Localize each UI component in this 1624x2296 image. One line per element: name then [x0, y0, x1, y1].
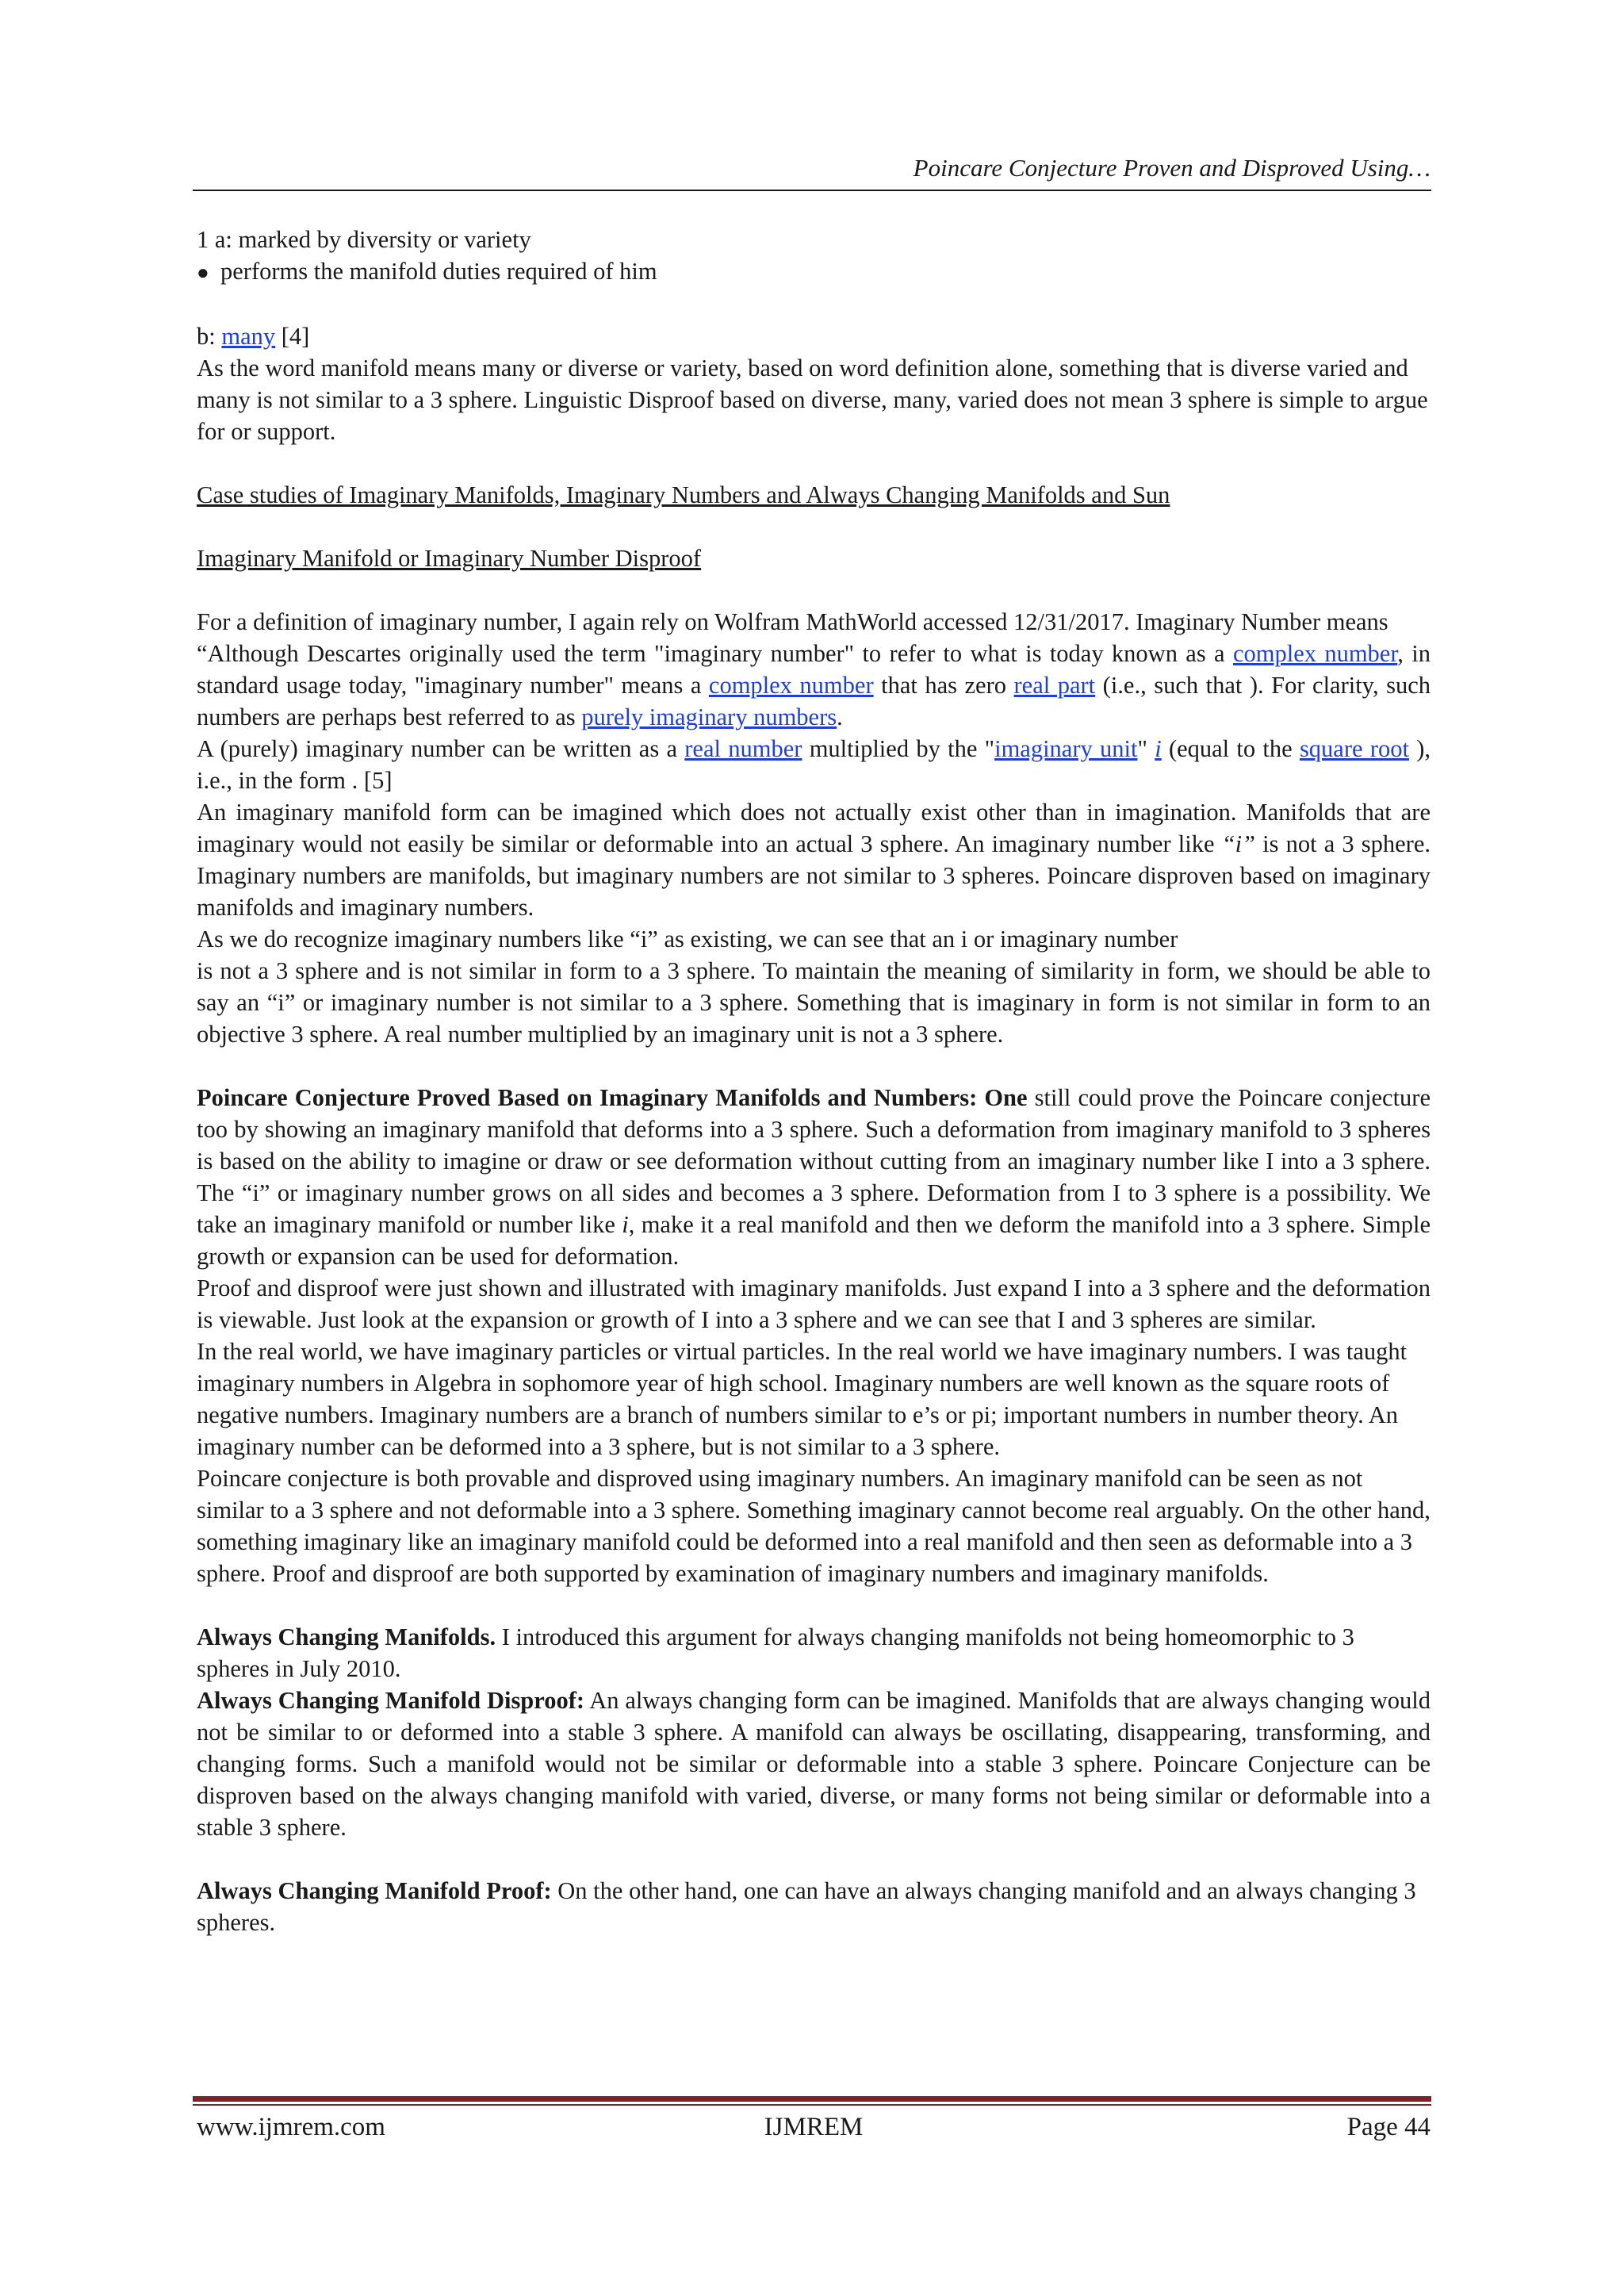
link-square-root[interactable]: square root [1299, 735, 1409, 762]
always-changing-heading: Always Changing Manifolds. [197, 1623, 496, 1650]
bullet-text: performs the manifold duties required of him [220, 258, 657, 285]
footer-website: www.ijmrem.com [197, 2113, 385, 2141]
footer-page-number: Page 44 [1346, 2113, 1431, 2141]
article-body [197, 224, 1431, 1938]
definition-b [197, 320, 1431, 352]
purely-text: multiplied by the " [802, 735, 995, 762]
proof-changing-text: On the other hand, one can have an always changing manifold and an always changing 3 spheres. [197, 1877, 1416, 1936]
purely-text: ), i.e., in the form . [5] [197, 735, 1431, 794]
definition-b-prefix: b: [197, 323, 222, 350]
paragraph-imaginary-manifold [197, 796, 1431, 923]
definition-1a: 1 a: marked by diversity or variety [197, 226, 531, 253]
paragraph-both: Poincare conjecture is both provable and disproved using imaginary numbers. An imaginary manifold can be seen as not similar to a 3 sphere and not deformable into a 3 sphere. Something imaginary cannot become real arguably. On the other hand, something imaginary like an imaginary manifold could be deformed into a real manifold and then seen as deformable into a 3 sphere. Proof and disproof are both supported by examination of imaginary numbers and imaginary manifolds. [197, 1465, 1431, 1587]
quote-text: “Although Descartes originally used the term "imaginary number" to refer to what is today known as a [197, 640, 1233, 667]
proof-text: , make it a real manifold and then we deform the manifold into a 3 sphere. Simple growth or expansion can be used for deformation. [197, 1211, 1431, 1270]
proof-text: still could prove the Poincare conjecture too by showing an imaginary manifold that deforms into a 3 sphere. Such a deformation from imaginary manifold to 3 spheres is based on the ability to imagine or draw or see deformation without cutting from an imaginary number like I into a 3 sphere. The “i” or imaginary number grows on all sides and becomes a 3 sphere. Deformation from I to 3 sphere is a possibility. We take an imaginary manifold or number like [197, 1084, 1431, 1238]
link-purely-imaginary-numbers[interactable]: purely imaginary numbers [581, 703, 837, 730]
paragraph-always-changing-disproof [197, 1685, 1431, 1843]
paragraph-proof-imaginary [197, 1082, 1431, 1272]
paragraph-recognize-line: As we do recognize imaginary numbers like “i” as existing, we can see that an i or imaginary number [197, 926, 1178, 953]
purely-text: " [1137, 735, 1155, 762]
footer-journal: IJMREM [764, 2113, 864, 2141]
quote-text: . [837, 703, 843, 730]
paragraph-proof-shown: Proof and disproof were just shown and illustrated with imaginary manifolds. Just expand I into a 3 sphere and the deformation is viewable. Just look at the expansion or growth of I into a 3 sphere and we can see that I and 3 spheres are similar. [197, 1274, 1431, 1333]
paragraph-recognize: is not a 3 sphere and is not similar in form to a 3 sphere. To maintain the meaning of similarity in form, we should be able to say an “i” or imaginary number is not similar to a 3 sphere. Something that is imaginary in form is not similar in form to an objective 3 sphere. A real number multiplied by an imaginary unit is not a 3 sphere. [197, 957, 1431, 1048]
link-complex-number-2[interactable]: complex number [708, 672, 874, 699]
paragraph-quote [197, 638, 1431, 733]
section-heading-imaginary-disproof: Imaginary Manifold or Imaginary Number Disproof [197, 545, 702, 572]
proof-changing-heading: Always Changing Manifold Proof: [197, 1877, 552, 1904]
quote-text: that has zero [873, 672, 1014, 699]
link-i[interactable]: i [1155, 735, 1162, 762]
paragraph-purely-imaginary [197, 733, 1431, 796]
purely-text: A (purely) imaginary number can be written as a [197, 735, 685, 762]
disproof-text: An always changing form can be imagined. Manifolds that are always changing would not be similar to or deformed into a stable 3 sphere. A manifold can always be oscillating, disappearing, transforming, and changing forms. Such a manifold would not be similar or deformable into a stable 3 sphere. Poincare Conjecture can be disproven based on the always changing manifold with varied, diverse, or many forms not being similar or deformable into a stable 3 sphere. [197, 1687, 1431, 1841]
link-imaginary-unit[interactable]: imaginary unit [994, 735, 1138, 762]
paragraph-always-changing-proof [197, 1875, 1431, 1938]
paragraph-always-changing [197, 1621, 1431, 1685]
proof-i: i [622, 1211, 629, 1238]
paragraph-word-definition: As the word manifold means many or diverse or variety, based on word definition alone, something that is diverse varied and many is not similar to a 3 sphere. Linguistic Disproof based on diverse, many, varied does not mean 3 sphere is simple to argue for or support. [197, 355, 1428, 445]
imaginary-i: “i” [1221, 830, 1256, 857]
link-real-number[interactable]: real number [684, 735, 802, 762]
imaginary-text: An imaginary manifold form can be imagined which does not actually exist other than in imagination. Manifolds that are imaginary would not easily be similar or deformable into an actual 3 sphere. An imaginary number like [197, 799, 1431, 857]
disproof-heading: Always Changing Manifold Disproof: [197, 1687, 585, 1714]
definition-bullet [197, 255, 1431, 289]
footer-rule [193, 2096, 1431, 2106]
section-heading-case-studies: Case studies of Imaginary Manifolds, Imaginary Numbers and Always Changing Manifolds and Sun [197, 481, 1170, 508]
link-many[interactable]: many [221, 323, 276, 350]
header-rule [193, 190, 1431, 191]
bullet-icon: ● [197, 261, 209, 284]
link-complex-number-1[interactable]: complex number [1232, 640, 1398, 667]
link-real-part[interactable]: real part [1013, 672, 1096, 699]
quote-text: , in standard usage today, "imaginary number" means a [197, 640, 1431, 699]
purely-text: (equal to the [1161, 735, 1300, 762]
quote-text: (i.e., such that ). For clarity, such numbers are perhaps best referred to as [197, 672, 1431, 730]
definition-b-ref: [4] [275, 323, 310, 350]
running-header: Poincare Conjecture Proven and Disproved Using… [913, 154, 1431, 182]
always-changing-text: I introduced this argument for always changing manifolds not being homeomorphic to 3 spheres in July 2010. [197, 1623, 1354, 1682]
imaginary-text: is not a 3 sphere. Imaginary numbers are manifolds, but imaginary numbers are not similar to 3 spheres. Poincare disproven based on imaginary manifolds and imaginary numbers. [197, 830, 1431, 921]
paragraph-definition: For a definition of imaginary number, I again rely on Wolfram MathWorld accessed 12/31/2017. Imaginary Number means [197, 608, 1388, 635]
paragraph-real-world: In the real world, we have imaginary particles or virtual particles. In the real world we have imaginary numbers. I was taught imaginary numbers in Algebra in sophomore year of high school. Imaginary numbers are well known as the square roots of negative numbers. Imaginary numbers are a branch of numbers similar to e’s or pi; important numbers in number theory. An imaginary number can be deformed into a 3 sphere, but is not similar to a 3 sphere. [197, 1338, 1408, 1460]
proof-heading: Poincare Conjecture Proved Based on Imaginary Manifolds and Numbers: One [197, 1084, 1028, 1111]
